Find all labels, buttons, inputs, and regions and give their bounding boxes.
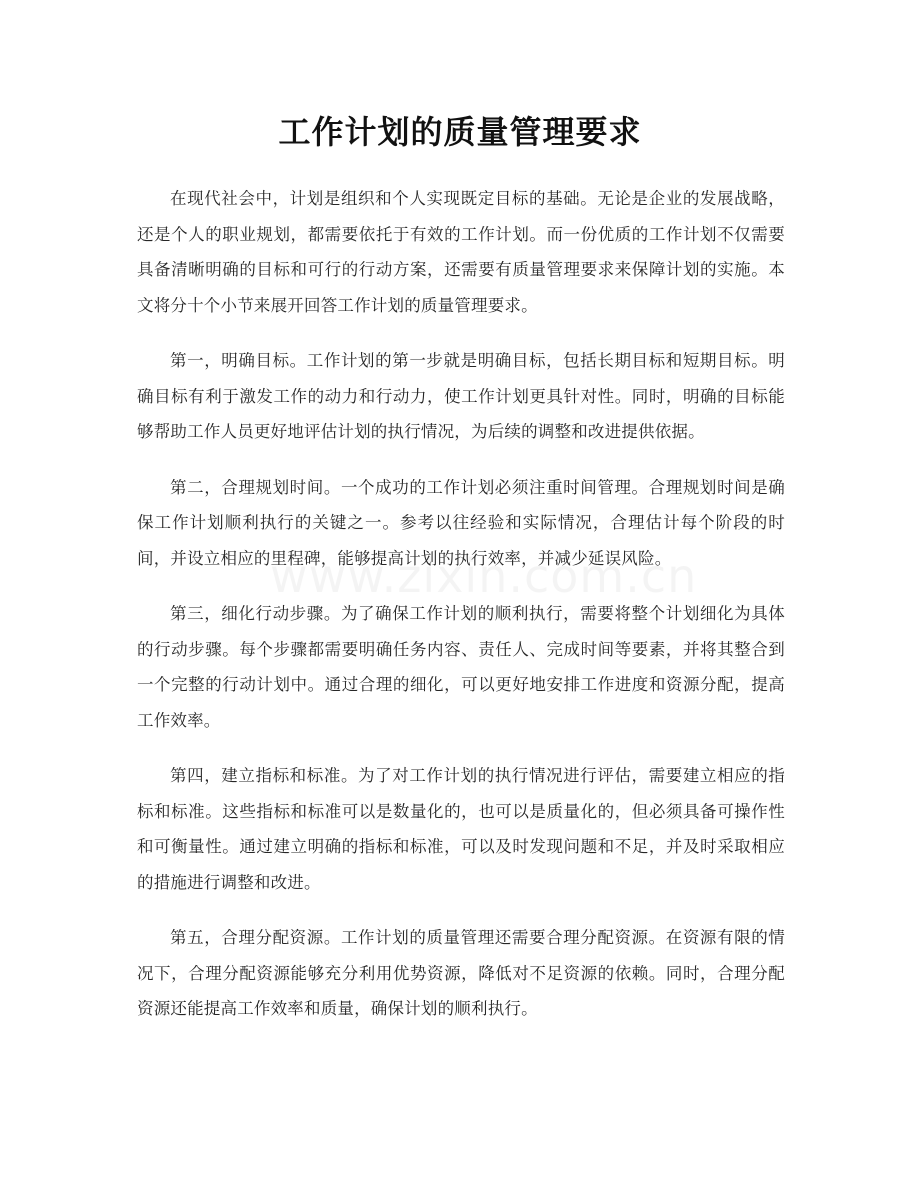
paragraph-section-3: 第三，细化行动步骤。为了确保工作计划的顺利执行，需要将整个计划细化为具体的行动步骤。每个步骤都需要明确任务内容、责任人、完成时间等要素，并将其整合到一个完整的行动计划中。通过合理的细化，可以更好地安排工作进度和资源分配，提高工作效率。 <box>137 604 785 730</box>
paragraph-intro: 在现代社会中，计划是组织和个人实现既定目标的基础。无论是企业的发展战略，还是个人的职业规划，都需要依托于有效的工作计划。而一份优质的工作计划不仅需要具备清晰明确的目标和可行的行动方案，还需要有质量管理要求来保障计划的实施。本文将分十个小节来展开回答工作计划的质量管理要求。 <box>137 189 785 315</box>
paragraph-section-1: 第一，明确目标。工作计划的第一步就是明确目标，包括长期目标和短期目标。明确目标有利于激发工作的动力和行动力，使工作计划更具针对性。同时，明确的目标能够帮助工作人员更好地评估计划的执行情况，为后续的调整和改进提供依据。 <box>137 351 785 441</box>
paragraph-section-2: 第二，合理规划时间。一个成功的工作计划必须注重时间管理。合理规划时间是确保工作计划顺利执行的关键之一。参考以往经验和实际情况，合理估计每个阶段的时间，并设立相应的里程碑，能够提高计划的执行效率，并减少延误风险。 <box>137 477 785 568</box>
paragraph-section-5: 第五，合理分配资源。工作计划的质量管理还需要合理分配资源。在资源有限的情况下，合理分配资源能够充分利用优势资源，降低对不足资源的依赖。同时，合理分配资源还能提高工作效率和质量，确保计划的顺利执行。 <box>137 928 785 1018</box>
document-title: 工作计划的质量管理要求 <box>278 113 642 151</box>
paragraph-section-4: 第四，建立指标和标准。为了对工作计划的执行情况进行评估，需要建立相应的指标和标准。这些指标和标准可以是数量化的，也可以是质量化的，但必须具备可操作性和可衡量性。通过建立明确的指标和标准，可以及时发现问题和不足，并及时采取相应的措施进行调整和改进。 <box>137 766 785 892</box>
document-body <box>137 181 785 1047</box>
